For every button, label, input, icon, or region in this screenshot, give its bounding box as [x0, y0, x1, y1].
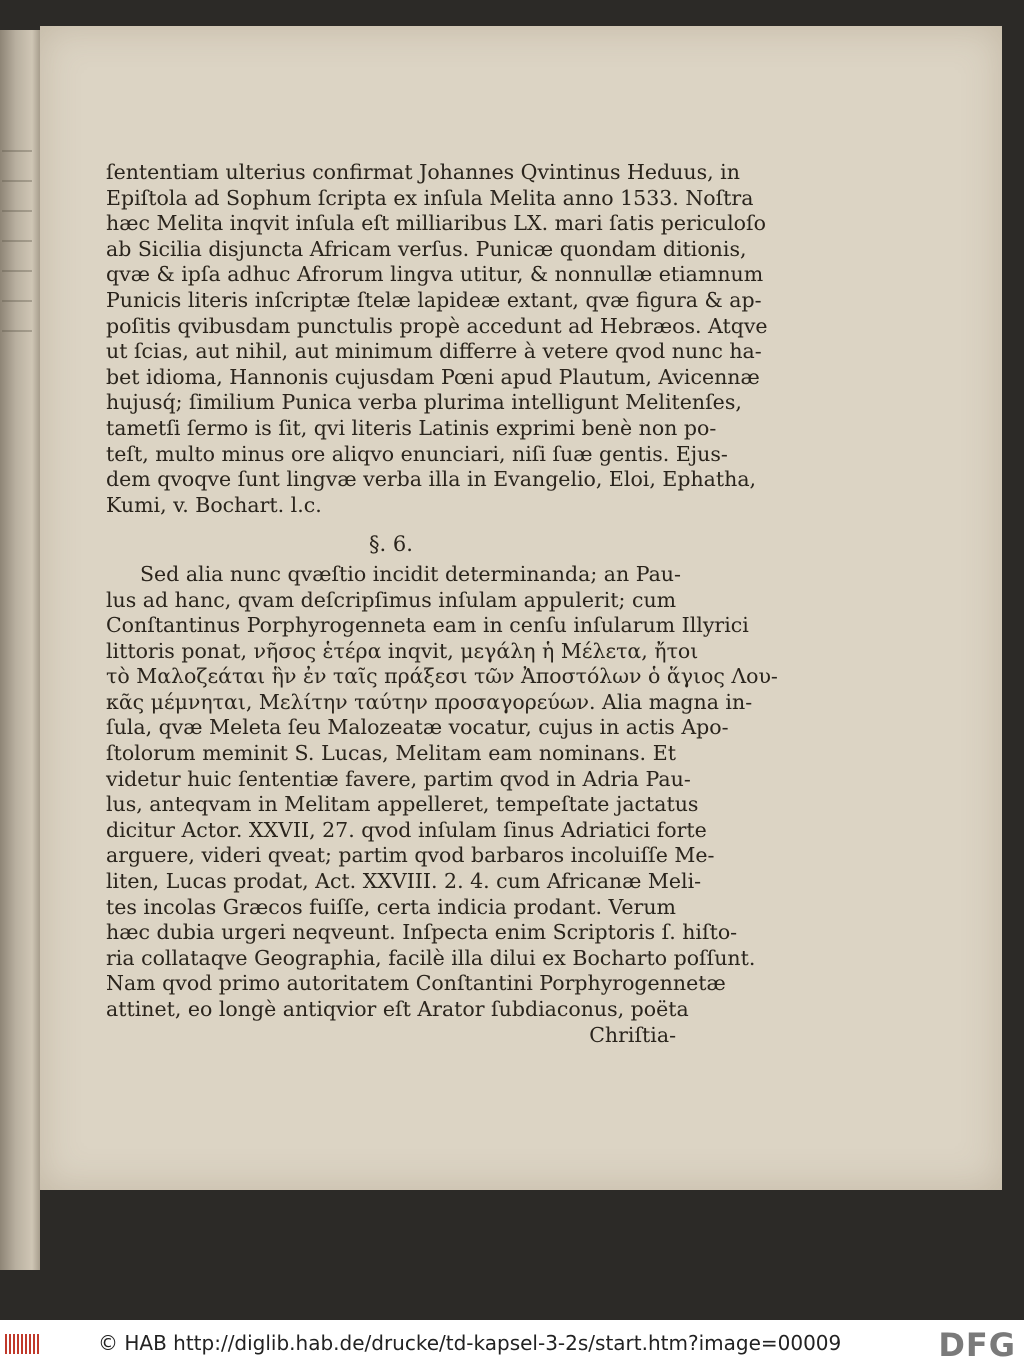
text-line: liten, Lucas prodat, Act. XXVIII. 2. 4. cum Africanæ Meli- — [106, 869, 702, 894]
text-line: tametſi ſermo is ſit, qvi literis Latinis exprimi benè non po- — [106, 415, 717, 440]
text-line: ut ſcias, aut nihil, aut minimum differre à vetere qvod nunc ha- — [106, 339, 762, 364]
catchword: Chriſtia- — [589, 1022, 676, 1047]
text-line: ſtolorum meminit S. Lucas, Melitam eam nominans. Et — [106, 741, 676, 766]
text-line: hæc dubia urgeri neqveunt. Inſpecta enim Scriptoris ſ. hiſto- — [106, 920, 738, 945]
text-line: hæc Melita inqvit inſula eſt milliaribus LX. mari ſatis periculoſo — [106, 211, 766, 236]
facing-page-edge — [0, 30, 40, 1270]
paragraph-quotation — [106, 160, 768, 518]
text-line: dicitur Actor. XXVII, 27. qvod inſulam ſinus Adriatici forte — [106, 817, 707, 842]
text-line: ſula, qvæ Meleta ſeu Malozeatæ vocatur, cujus in actis Apo- — [106, 715, 729, 740]
text-line: bet idioma, Hannonis cujusdam Pœni apud Plautum, Avicennæ — [106, 364, 760, 389]
text-line: hujusq́; ſimilium Punica verba plurima intelligunt Melitenſes, — [106, 390, 742, 415]
text-line: Conſtantinus Porphyrogenneta eam in cenſu inſularum Illyrici — [106, 613, 749, 638]
text-line: teſt, multo minus ore aliqvo enunciari, niſi ſuæ gentis. Ejus- — [106, 441, 728, 466]
text-line: κᾶς μέμνηται, Μελίτην ταύτην προσαγορεύων. Alia magna in- — [106, 689, 753, 714]
text-line: Sed alia nunc qvæſtio incidit determinanda; an Pau- — [140, 561, 681, 586]
page-text — [106, 160, 778, 1048]
text-line: ſententiam ulterius confirmat Johannes Qvintinus Heduus, in — [106, 160, 740, 184]
copyright-link[interactable]: © HAB http://diglib.hab.de/drucke/td-kapsel-3-2s/start.htm?image=00009 — [98, 1331, 842, 1355]
text-line: dem qvoqve ſunt lingvæ verba illa in Evangelio, Eloi, Ephatha, — [106, 467, 757, 492]
paragraph-section-6 — [106, 561, 778, 1023]
hab-logo-icon — [4, 1332, 44, 1356]
text-line: ria collataqve Geographia, facilè illa dilui ex Bocharto poſſunt. — [106, 945, 756, 970]
text-line: Epiſtola ad Sophum ſcripta ex inſula Melita anno 1533. Noſtra — [106, 185, 754, 210]
text-line: videtur huic ſententiæ favere, partim qvod in Adria Pau- — [106, 766, 691, 791]
text-line: qvæ & ipſa adhuc Afrorum lingva utitur, & nonnullæ etiamnum — [106, 262, 764, 287]
text-line: poſitis qvibusdam punctulis propè accedunt ad Hebræos. Atqve — [106, 313, 768, 338]
dfg-logo: DFG — [938, 1326, 1016, 1364]
text-line: Kumi, v. Bochart. l.c. — [106, 492, 322, 517]
text-line: lus ad hanc, qvam deſcripſimus inſulam appulerit; cum — [106, 587, 677, 612]
text-line: littoris ponat, νῆσος ἑτέρα inqvit, μεγάλη ἡ Μέλετα, ἤτοι — [106, 638, 699, 663]
text-line: lus, anteqvam in Melitam appelleret, tempeſtate jactatus — [106, 792, 699, 817]
text-line: Punicis literis inſcriptæ ſtelæ lapideæ extant, qvæ figura & ap- — [106, 287, 762, 312]
text-line: tes incolas Græcos fuiſſe, certa indicia prodant. Verum — [106, 894, 676, 919]
scanned-page — [40, 26, 1002, 1190]
text-line: ab Sicilia disjuncta Africam verſus. Punicæ quondam ditionis, — [106, 236, 747, 261]
text-line: arguere, videri qveat; partim qvod barbaros incoluiſſe Me- — [106, 843, 715, 868]
section-heading: §. 6. — [369, 532, 413, 557]
viewer-footer — [0, 1320, 1024, 1368]
text-line: Nam qvod primo autoritatem Conſtantini Porphyrogennetæ — [106, 971, 726, 996]
text-line: attinet, eo longè antiqvior eſt Arator ſubdiaconus, poëta — [106, 997, 689, 1021]
text-line: τὸ Μαλοζεάται ἣν ἐν ταῖς πράξεσι τῶν Ἀποστόλων ὁ ἅγιος Λου- — [106, 664, 778, 689]
